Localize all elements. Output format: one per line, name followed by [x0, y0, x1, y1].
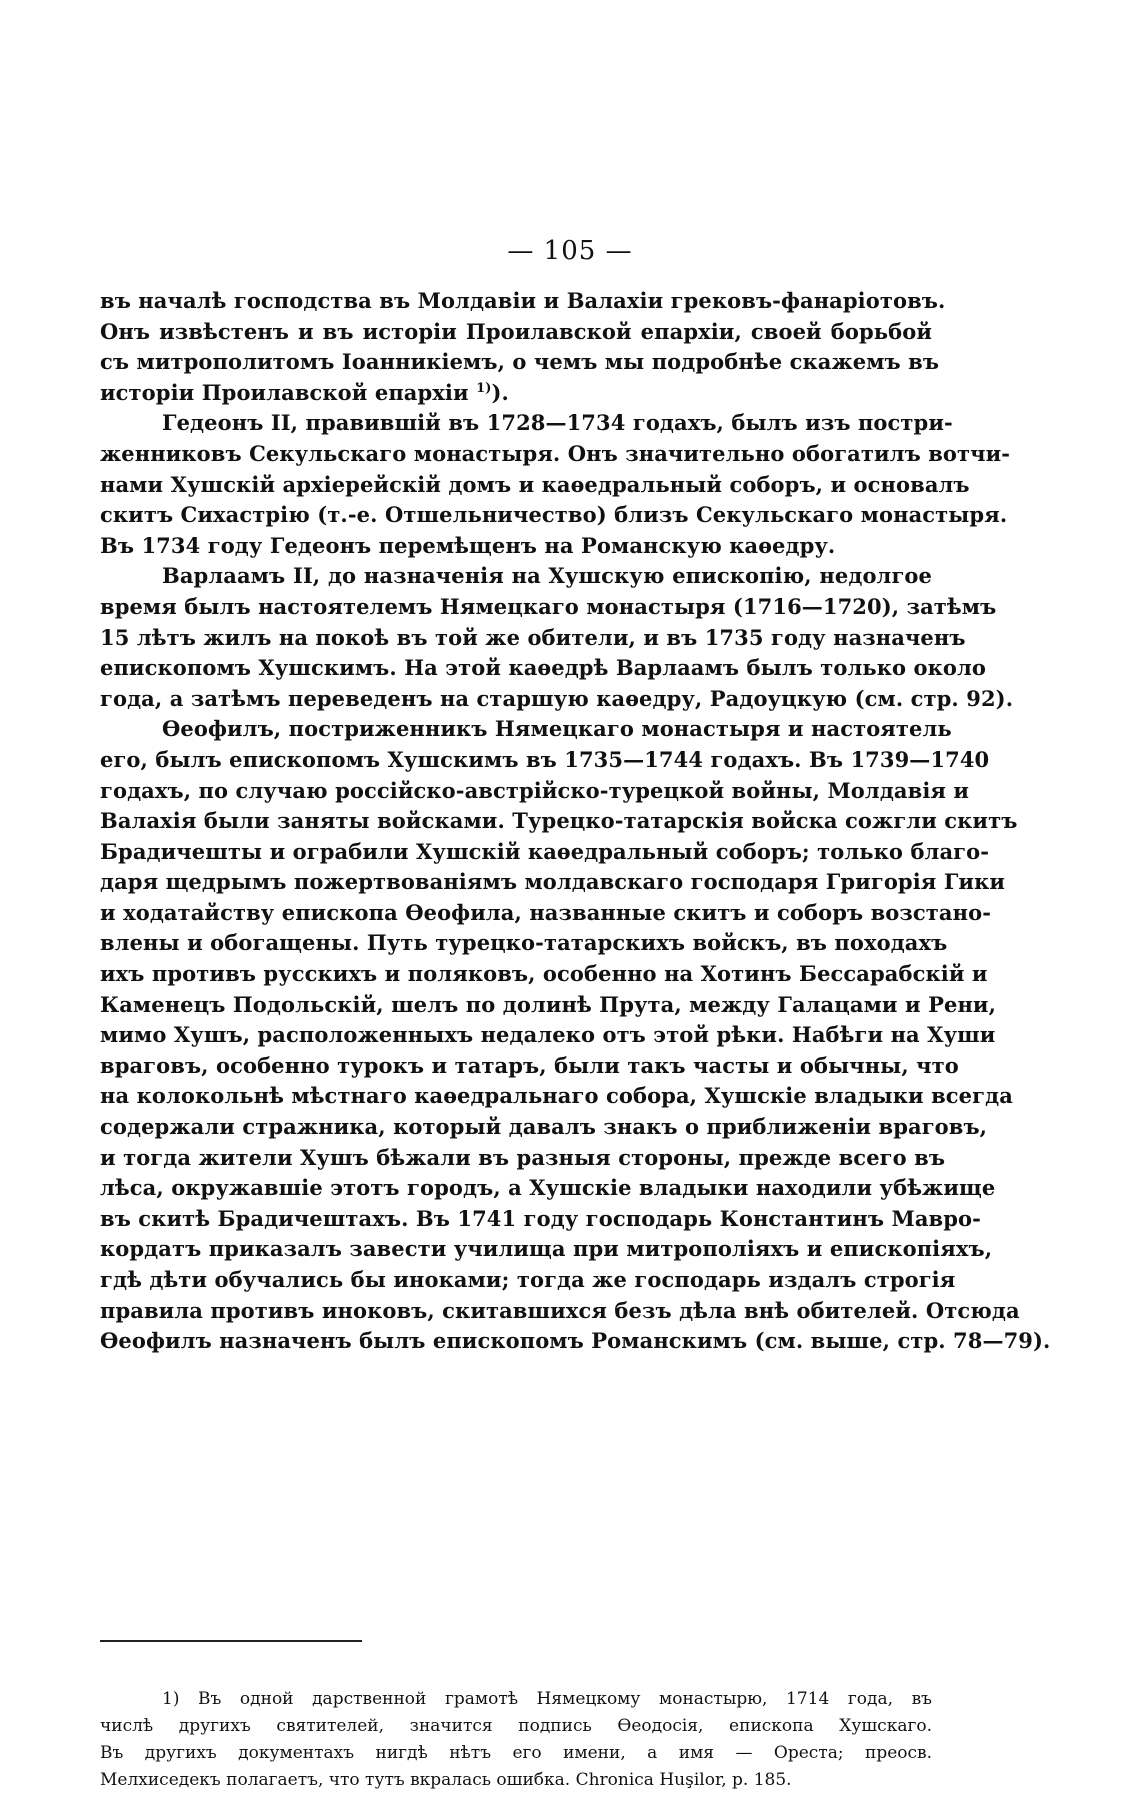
footnotes	[100, 1686, 932, 1794]
text-line: содержали стражника, который давалъ знакъ о приближеніи враговъ,	[100, 1114, 988, 1140]
text-line: и ходатайству епископа Ѳеофила, названные скитъ и соборъ возстано-	[100, 899, 992, 925]
text-line: правила противъ иноковъ, скитавшихся безъ дѣла внѣ обителей. Отсюда	[100, 1297, 1020, 1323]
text-line: Валахія были заняты войсками. Турецко-татарскія войска сожгли скитъ	[100, 808, 1018, 834]
text-line: влены и обогащены. Путь турецко-татарскихъ войскъ, въ походахъ	[100, 930, 948, 956]
text-line: Каменецъ Подольскій, шелъ по долинѣ Прута, между Галацами и Рени,	[100, 991, 997, 1017]
paragraph-start-line: Варлаамъ II, до назначенія на Хушскую епископію, недолгое	[162, 563, 932, 589]
text-line: годахъ, по случаю россійско-австрійско-турецкой войны, Молдавія и	[100, 777, 970, 803]
text-line: время былъ настоятелемъ Нямецкаго монастыря (1716—1720), затѣмъ	[100, 593, 997, 619]
paragraph-start-line: Ѳеофилъ, постриженникъ Нямецкаго монастыря и настоятель	[162, 716, 952, 742]
text-line: его, былъ епископомъ Хушскимъ въ 1735—1744 годахъ. Въ 1739—1740	[100, 746, 990, 772]
text-line: съ митрополитомъ Іоанникіемъ, о чемъ мы подробнѣе скажемъ въ	[100, 349, 940, 375]
text-line: враговъ, особенно турокъ и татаръ, были такъ часты и обычны, что	[100, 1052, 959, 1078]
footnote-line: 1) Въ одной дарственной грамотѣ Нямецкому монастырю, 1714 года, въ	[162, 1689, 932, 1709]
text-line: на колокольнѣ мѣстнаго каѳедральнаго собора, Хушскіе владыки всегда	[100, 1083, 1013, 1109]
footnote-divider	[100, 1640, 362, 1642]
text-line: года, а затѣмъ переведенъ на старшую каѳедру, Радоуцкую (см. стр. 92).	[100, 685, 1014, 711]
text-line: женниковъ Секульскаго монастыря. Онъ значительно обогатилъ вотчи-	[100, 440, 1011, 466]
paragraph-start-line: Гедеонъ II, правившій въ 1728—1734 годахъ, былъ изъ постри-	[162, 410, 953, 436]
text-line: и тогда жители Хушъ бѣжали въ разныя стороны, прежде всего въ	[100, 1144, 946, 1170]
text-line: епископомъ Хушскимъ. На этой каѳедрѣ Варлаамъ былъ только около	[100, 655, 987, 681]
text-line-content: исторіи Проилавской епархіи	[100, 379, 469, 405]
text-line: гдѣ дѣти обучались бы иноками; тогда же господарь издалъ строгія	[100, 1267, 956, 1292]
text-line: 15 лѣтъ жилъ на покоѣ въ той же обители, и въ 1735 году назначенъ	[100, 624, 966, 650]
text-line: въ началѣ господства въ Молдавіи и Валахіи грековъ-фанаріотовъ.	[100, 288, 946, 313]
text-line: Въ 1734 году Гедеонъ перемѣщенъ на Романскую каѳедру.	[100, 532, 836, 558]
text-line: скитъ Сихастрію (т.-е. Отшельничество) близъ Секульскаго монастыря.	[100, 502, 1008, 528]
text-line-with-footnote-ref	[100, 378, 932, 409]
footnote-line: числѣ другихъ святителей, значится подпись Ѳеодосія, епископа Хушскаго.	[100, 1716, 932, 1736]
text-line: ихъ противъ русскихъ и поляковъ, особенно на Хотинъ Бессарабскій и	[100, 961, 988, 987]
main-text	[100, 286, 1051, 1357]
text-line: въ скитѣ Брадичештахъ. Въ 1741 году господарь Константинъ Мавро-	[100, 1205, 981, 1231]
text-line: мимо Хушъ, расположенныхъ недалеко отъ этой рѣки. Набѣги на Хуши	[100, 1022, 996, 1048]
footnote-line: Мелхиседекъ полагаетъ, что тутъ вкралась ошибка. Chronica Huşilor, p. 185.	[100, 1770, 792, 1790]
text-line: Ѳеофилъ назначенъ былъ епископомъ Романскимъ (см. выше, стр. 78—79).	[100, 1328, 1051, 1354]
text-line: Брадичешты и ограбили Хушскій каѳедральный соборъ; только благо-	[100, 838, 990, 864]
text-line: даря щедрымъ пожертвованіямъ молдавскаго господаря Григорія Гики	[100, 869, 1006, 895]
page-number: — 105 —	[507, 236, 633, 266]
text-line: Онъ извѣстенъ и въ исторіи Проилавской епархіи, своей борьбой	[100, 318, 932, 344]
footnote-ref-marker: 1)	[476, 380, 492, 396]
footnote-line: Въ другихъ документахъ нигдѣ нѣтъ его имени, а имя — Ореста; преосв.	[100, 1743, 932, 1763]
text-line: кордатъ приказалъ завести училища при митрополіяхъ и епископіяхъ,	[100, 1236, 993, 1262]
text-line: нами Хушскій архіерейскій домъ и каѳедральный соборъ, и основалъ	[100, 471, 970, 497]
text-line: лѣса, окружавшіе этотъ городъ, а Хушскіе владыки находили убѣжище	[100, 1175, 996, 1201]
footnote-ref-suffix: ).	[491, 379, 509, 405]
